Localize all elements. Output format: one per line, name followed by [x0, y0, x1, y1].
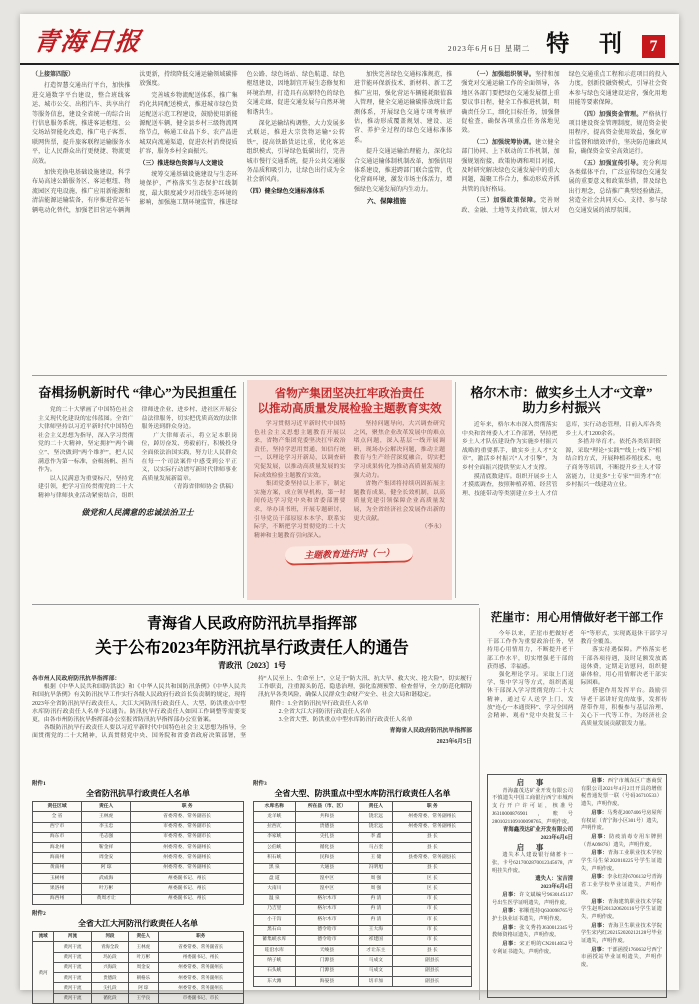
notice-item: 启事：干部函授1760632号西宁市函授站毕业证明遗失，声明作废。 — [581, 946, 662, 969]
mangya-article-title: 茫崖市：用心用情做好老干部工作 — [490, 612, 664, 624]
table-row: 黄河干流 玛沁段 叶万彬 州委副书记、州长 — [33, 952, 244, 962]
paragraph: 加快完善绿色交通标准规范，推进节能环保新技术、新材料、新工艺推广应用，强化营运车辆能耗限值准入管理，健全交通运输碳排放统计监测体系，开展绿色交通专项考核评估，推动形成覆盖规划、建设、运营、养护全过程的绿色交通标准体系。 — [353, 72, 453, 144]
table-row: 龙羊峡 共和县 饶宏远 州委常委、常务副州长 — [254, 812, 472, 822]
paragraph: 以人民满意为重要标尺，坚持党建引领，把学习宣传贯彻党的二十大精神与律师执业活动紧密结合，组织律师进企业、进乡村、进社区开展公益法律服务，切实把优质高效的法律服务送到群众身边。 — [38, 407, 237, 499]
notice-title-1: 青海省人民政府防汛抗旱指挥部 — [146, 616, 357, 632]
paragraph: （三）加强政策保障。完善财政、金融、土地等支持政策，加大对绿色交通重点工程和示范项目的投入力度，创新投融资模式，引导社会资本参与绿色交通建设运营，强化用地用能等要素保障。 — [461, 72, 667, 214]
table-row: 哇沿水库 天峻县 才让东主 县 长 — [254, 946, 472, 956]
notice-signature: 青海鑫茂达矿业开发有限公司 — [502, 827, 573, 834]
paragraph: 摸清底数建库。组织开展乡土人才摸底调查，按照种植养殖、经营管理、技能带动等类别建立乡土人才信息库，实行动态管理，目前入库各类乡土人才1200余名。 — [462, 422, 661, 497]
table-row: 黑 泉 大通县 冯明旭 县 长 — [254, 863, 472, 873]
paragraph: 广大律师表示，将立足本职岗位，踔厉奋发、勇毅前行，积极投身全面依法治国实践，努力让人民群众在每一个司法案件中感受到公平正义，以实际行动谱写新时代律师事业高质量发展新篇章。 — [141, 432, 237, 482]
paragraph: （上接第四版） — [32, 72, 75, 78]
paragraph: 附件：1.全省防汛抗旱行政责任人名单 — [269, 700, 369, 707]
paragraph: （二）加强统筹协调。建立健全部门协同、上下联动的工作机制，加强规划衔接、政策协调和项目对接，及时研究解决绿色交通发展中的重大问题，凝聚工作合力，推动形成齐抓共管的良好格局。 — [461, 139, 560, 193]
paragraph: 六、保障措施 — [366, 198, 406, 206]
paragraph: （四）健全绿色交通标准体系 — [246, 188, 325, 195]
table-row: 小干沟 格尔木市 冉 清 市 长 — [254, 915, 472, 925]
flood-notice-section — [32, 604, 479, 1004]
paragraph: 学习贯彻习近平新时代中国特色社会主义思想主题教育开展以来，省物产集团党委坚决扛牢政治责任，坚持学思用贯通、知信行统一，以理论学习开新局，以调查研究促发展，以推动高质量发展的实际成效检验主题教育实效。 — [254, 421, 346, 479]
theme-education-banner: 主题教育进行时（一） — [285, 544, 414, 566]
paragraph: 3.全省大型、防洪重点中型水库防汛行政责任人名单 — [278, 717, 413, 724]
page-number-badge: 7 — [642, 35, 665, 58]
notice-item: 启事：青海卫生职业技术学院学生宋内红202152020212128号毕业证遗失，声明作废。 — [581, 922, 662, 945]
paragraph: 今年以来，茫崖市把做好老干部工作作为重要政治任务，坚持用心用情用力，不断提升老干部工作水平，切实增强老干部的获得感、幸福感。 — [487, 631, 574, 670]
notice-signature: 2023年6月6日 — [540, 884, 573, 891]
column-header: 所在县（市、区） — [295, 802, 359, 812]
notice-doc-number: 青政汛〔2023〕1号 — [218, 661, 286, 670]
table-row: 石头峡 门源县 马成文 副县长 — [254, 966, 472, 976]
column-header: 责任人 — [359, 802, 393, 812]
table-row: 积石峡 民和县 王 储 县委常委、常务副县长 — [254, 853, 472, 863]
paragraph: 省物产集团将持续巩固拓展主题教育成果，健全长效机制，以高质量党建引领保障企业高质量发展，为全省经济社会发展作出新的更大贡献。 — [353, 481, 445, 522]
paragraph: 提升交通运输治理能力，深化综合交通运输体制机制改革，加强信用体系建设，推进跨部门联合监管，优化营商环境，激发市场主体活力，增强绿色交通发展的内生动力。 — [353, 149, 453, 193]
notice-title-2: 关于公布2023年防汛抗旱行政责任人的通告 — [95, 638, 409, 657]
article-left — [32, 378, 243, 602]
table-row: 海南州 周金安 州委常委、常务副州长 — [33, 853, 244, 863]
middle-band — [20, 376, 679, 604]
article-center-title-2: 以推动高质量发展检验主题教育实效 — [257, 403, 442, 415]
paragraph: 深化运输结构调整，大力发展多式联运，推进大宗货物运输“公转铁”，提高铁路货运比重，优化客运组织模式，引导绿色低碳出行，完善城市慢行交通系统，提升公共交通服务品质和吸引力，让绿色出行成为全社会新风尚。 — [246, 121, 345, 184]
article-left-title: 奋楫扬帆新时代 “律心”为民担重任 — [38, 385, 237, 400]
attachment-1-label: 附件1 — [32, 781, 46, 787]
notice-item: 启事：马秀花2007406号房屋所有权证（青宁海小区301号）遗失，声明作废。 — [581, 809, 662, 832]
table-1 — [32, 801, 244, 905]
mangya-article-body — [487, 630, 667, 768]
tables-column-b — [253, 779, 472, 1004]
paragraph: 落实待遇保障。严格落实老干部各项待遇，及时足额发放离退休费，定期走访慰问，组织健康体检，用心用情解决老干部实际困难。 — [580, 647, 667, 687]
table-3 — [253, 801, 472, 987]
top-article — [20, 65, 679, 375]
paragraph: 强化理论学习。采取上门送学、集中学习等方式，组织离退休干部深入学习贯彻党的二十大精神，通过专人送学上门、发放“连心一本通资料”、学习全国两会精神、观看“党中央批复三十年”等形式，实现离退休干部学习教育全覆盖。 — [487, 631, 667, 720]
paragraph: 各级防汛抗旱行政责任人要以习近平新时代中国特色社会主义思想为指导，全面贯彻党的二十大精神，认真贯彻党中央、国务院和省委省政府决策部署，坚持“人民至上、生命至上”，立足于“防大汛、抗大旱、救大灾、抢大险”，切实履行工作职责，注重源头防范、隐患治理，强化监测预警、检查督导，全力防范化解防汛抗旱各类风险，确保人民群众生命财产安全、社会大局和谐稳定。 — [32, 676, 472, 740]
table-row: 纳子峡 门源县 马成文 副县长 — [254, 956, 472, 966]
notice-signature: 2023年6月6日 — [540, 834, 573, 841]
column-header: 职 务 — [131, 802, 244, 812]
paper-logo: 青海日报 — [31, 29, 144, 56]
paragraph: 2023年6月5日 — [436, 739, 472, 746]
paragraph: 青海省人民政府防汛抗旱指挥部 — [389, 728, 472, 735]
column-header: 职 务 — [393, 802, 472, 812]
column-header: 河流 — [54, 931, 91, 941]
highlight-box — [247, 380, 452, 600]
date-line: 2023年6月6日 星期二 — [447, 44, 531, 53]
notice-item: 启事：祁顺莲持Q630098765号护士执业证书遗失，声明作废。 — [492, 908, 573, 922]
notice-item: 启事：李永红持6706132号青海省工业学校毕业证遗失，声明作废。 — [581, 874, 662, 896]
notice-body — [32, 675, 472, 775]
table-row: 黄河干流 循化段 王学良 市委副书记、市长 — [33, 993, 244, 1003]
notice-item: 启事：张文秀持J630012345号教师资格证遗失，声明作废。 — [492, 924, 573, 939]
article-right-title-2: 助力乡村振兴 — [522, 400, 601, 415]
notice-signature: 遗失人：宝吉清 — [535, 876, 573, 883]
notice-item: 启事：许文斌编号9630145137号出生医学证明遗失，声明作废。 — [492, 891, 573, 906]
paragraph: 各市州人民政府防汛抗旱指挥部： — [32, 676, 121, 682]
article-right — [456, 378, 667, 602]
table-row: 李家峡 尖扎县 李 鑫 县 长 — [254, 832, 472, 842]
table-row: 蓄集峡水库 德令哈市 祁建国 市 长 — [254, 935, 472, 945]
paragraph: 坚持问题导向，大兴调查研究之风，聚焦企业改革发展中的难点堵点问题，深入基层一线开展调研，现场办公解决问题，推动主题教育与生产经营深度融合，切实把学习成果转化为推动高质量发展的强大动力。 — [353, 421, 445, 479]
bottom-band — [20, 604, 679, 1001]
notice-item: 启事：青海工业职业技术学校学生马生荣202010225号学生证遗失，声明作废。 — [581, 850, 662, 872]
table-row: 公伯峡 循化县 马占奎 县 长 — [254, 843, 472, 853]
table-row: 黄河 黄河干流 青海全段 王林虎 省委常委、常务副省长 — [33, 942, 244, 952]
article-center — [244, 378, 455, 602]
column-header: 水库名称 — [254, 802, 296, 812]
table-2 — [32, 931, 244, 1004]
table-3-title: 全省大型、防洪重点中型水库防汛行政责任人名单 — [274, 789, 451, 798]
right-bottom-column — [480, 604, 667, 1004]
article-left-body — [38, 406, 237, 501]
newspaper-page — [20, 14, 679, 1001]
paragraph: （青海省律师协会 供稿） — [170, 484, 237, 491]
article-right-title-1: 格尔木市：做实乡土人才“文章” — [470, 385, 653, 400]
paragraph: （一）加强组织领导。坚持和加强党对交通运输工作的全面领导，各地区各部门要把绿色交通发展摆上重要议事日程，健全工作推进机制，明确责任分工，细化目标任务，加强督促检查，确保各项重点任务落地见效。 — [461, 72, 560, 135]
table-row: 温 泉 格尔木市 冉 清 市 长 — [254, 894, 472, 904]
public-notices-box — [487, 774, 667, 998]
table-2-title: 全省大江大河防汛行政责任人名单 — [78, 918, 198, 928]
tables-column-a — [32, 779, 244, 1004]
table-row: 西宁市 李玉忠 市委常委、常务副市长 — [33, 822, 244, 832]
table-row: 海北州 靳金祥 州委常委、常务副州长 — [33, 843, 244, 853]
column-header: 河段 — [91, 931, 128, 941]
table-row: 玉树州 武成海 州委副书记、州长 — [33, 874, 244, 884]
paragraph: 完善城乡物流配送体系，推广集约化共同配送模式，推进城市绿色货运配送示范工程建设，鼓励使用新能源配送车辆，健全县乡村三级物流网络节点，畅通工业品下乡、农产品进城双向流通渠道，促进农村消费提质扩容，服务乡村全面振兴。 — [139, 92, 238, 156]
table-row: 大南川 湟中区 周 强 区 长 — [254, 884, 472, 894]
table-row: 拉西瓦 贵德县 饶宏远 州委常委、常务副州长 — [254, 822, 472, 832]
paragraph: （四）加强资金管理。严格执行项目建设资金管理制度，规范资金使用程序，提高资金使用效益，强化审计监督和绩效评价，坚决防范廉政风险，确保资金安全高效运行。 — [568, 111, 667, 156]
table-row: 果洛州 叶万彬 州委副书记、州长 — [33, 884, 244, 894]
column-header: 责任区域 — [33, 802, 82, 812]
paragraph: 统筹交通基础设施建设与生态环境保护，严格落实生态保护红线制度，最大限度减少对沿线生态环境的影响，加强施工期环境监管，推进绿色公路、绿色场站、绿色航道、绿色枢纽建设，因地制宜开展生态修复和环境治理，打造具有高原特色的绿色交通走廊，促进交通发展与自然环境和谐共生。 — [139, 72, 345, 207]
table-row: 海西州 黄周才让 州委副书记、州长 — [33, 894, 244, 904]
paragraph: 集团党委坚持以上率下，制定实施方案，成立领导机构，第一时间传达学习党中央和省委部署要求，举办读书班，开展专题研讨，引导党员干部原原本本学、联系实际学，不断把学习贯彻党的二十大精神和主题教育引向深入。 — [254, 481, 346, 539]
article-right-body — [462, 421, 661, 498]
column-header: 责任人 — [129, 931, 158, 941]
attachment-2-label: 附件2 — [32, 910, 46, 917]
paragraph: 打造智慧交通出行平台，加快推进交通数字平台建设，整合班线客运、城市公交、出租汽车、共享出行等服务信息，建设全省统一的综合出行信息服务系统，推进客运枢纽、公交场站智能化改造，推广电子客票、联网售票，提升旅客联程运输服务水平，让人民群众出行更便捷、物流更高效。 — [32, 83, 131, 165]
table-row: 东大滩 海晏县 切羊加 副县长 — [254, 977, 472, 987]
paragraph: 加快充换电基础设施建设，科学布局高速公路服务区、客运枢纽、物流园区充电设施，推广应用新能源和清洁能源运输装备，有序推进营运车辆电动化替代，加强老旧营运车辆淘汰更新，持续降低交通运输领域碳排放强度。 — [32, 72, 238, 214]
paragraph: 近年来，格尔木市深入贯彻落实中央和省州委人才工作部署，坚持把乡土人才队伍建设作为实施乡村振兴战略的重要抓手，做实乡土人才“文章”，激活乡村振兴“人才引擎”，为乡村全面振兴提供坚实人才支撑。 — [462, 422, 558, 471]
notice-item: 启事：防疫消毒专用车牌照（青A09876）遗失，声明作废。 — [581, 833, 662, 848]
table-row: 黄河干流 尖扎段 阿 琼 州委常委、常务副州长 — [33, 983, 244, 993]
paragraph: （三）推进绿色资源与人文建设 — [139, 160, 224, 167]
notices-box-heading: 启 事 — [516, 842, 549, 852]
paragraph: （五）加强宣传引导。充分利用各类媒体平台，广泛宣传绿色交通发展的重要意义和政策举措，普及绿色出行理念，总结推广典型经验做法，营造全社会共同关心、支持、参与绿色交通发展的浓厚氛围。 — [568, 160, 667, 214]
table-row: 全 省 王林虎 省委常委、常务副省长 — [33, 812, 244, 822]
table-row: 乃吉里 格尔木市 冉 清 市 长 — [254, 904, 472, 914]
column-header: 流域 — [33, 931, 54, 941]
edition-label: 特 刊 — [546, 31, 634, 56]
article-left-slogan: 做党和人民满意的忠诚法治卫士 — [81, 507, 194, 517]
header-right — [448, 25, 665, 58]
attachment-3-label: 附件3 — [253, 781, 267, 787]
page-header — [20, 14, 679, 65]
paragraph: 根据《中华人民共和国防洪法》和《中华人民共和国防汛条例》《中华人民共和国抗旱条例》有关防汛抗旱工作实行各级人民政府行政首长负责制的规定，现将2023年全省防汛抗旱行政责任人、大江大河防汛行政责任人、大型、防洪重点中型水库防汛行政责任人名单予以通告。防汛抗旱行政责任人如因工作调整等需要变更，由各市州防汛抗旱指挥部办公室报省防汛抗旱指挥部办公室备案。 — [32, 684, 246, 724]
table-row: 黄南州 阿 琼 州委常委、常务副州长 — [33, 863, 244, 873]
article-center-body — [254, 420, 445, 540]
table-row: 黄河干流 贵德段 朝格乐 州委常委、常务副州长 — [33, 973, 244, 983]
article-center-title-1: 省物产集团坚决扛牢政治责任 — [274, 388, 425, 400]
notice-text: 遗失本人建设银行储蓄卡一张，卡号6217002870012345678，声明挂失作废。 — [492, 852, 573, 874]
notice-tables — [32, 779, 472, 1004]
notice-item: 启事：宋正明的CN2014052号专利证书遗失，声明作废。 — [492, 941, 573, 955]
notices-box-heading: 启 事 — [516, 778, 549, 787]
paragraph: （李永） — [421, 524, 445, 531]
table-row: 海东市 毛志强 市委常委、常务副市长 — [33, 832, 244, 842]
column-header: 职务 — [158, 931, 243, 941]
column-header: 责任人 — [82, 802, 131, 812]
notice-item: 启事：西宁市城东区广惠商贸有限公司2021年4月2日开具的增值税普通发票一联（号码36710533）遗失，声明作废。 — [581, 778, 662, 808]
notice-item: 启事：青海建筑职业技术学院学生赵明201320620116号学生证遗失，声明作废。 — [581, 898, 662, 920]
paragraph: 多措并举育才。依托各类培训资源，采取“理论+实践”“线上+线下”相结合的方式，开展种植养殖技术、电子商务等培训，不断提升乡土人才带富能力，让更多“土专家”“田秀才”在乡村振兴一线建功立业。 — [565, 439, 661, 489]
table-row: 黄河干流 兴海段 周金安 州委常委、常务副州长 — [33, 962, 244, 972]
paragraph: 2.全省大江大河防汛行政责任人名单 — [278, 708, 372, 715]
paragraph: 党的二十大擘画了中国特色社会主义现代化建设的宏伟蓝图。全省广大律师坚持以习近平新时代中国特色社会主义思想为指导，深入学习贯彻党的二十大精神，坚定拥护“两个确立”、坚决做到“两个维护”，把人民满意作为第一标准，奋楫扬帆、担当作为。 — [38, 407, 134, 474]
paragraph: 搭建作用发挥平台。鼓励引导老干部讲好党的故事，发挥传帮带作用，积极参与基层治理、关心下一代等工作，为经济社会高质量发展贡献银发力量。 — [580, 688, 667, 728]
table-row: 盘 道 湟中区 周 强 区 长 — [254, 874, 472, 884]
notice-text: 青海鑫茂达矿业开发有限公司不慎遗失中国工商银行西宁市城西支行开户许可证，核准号J6310000876901，账号2801021109100098765，声明作废。 — [492, 787, 573, 825]
table-1-title: 全省防汛抗旱行政责任人名单 — [86, 789, 190, 798]
table-row: 黑石山 德令哈市 王大海 市 长 — [254, 925, 472, 935]
